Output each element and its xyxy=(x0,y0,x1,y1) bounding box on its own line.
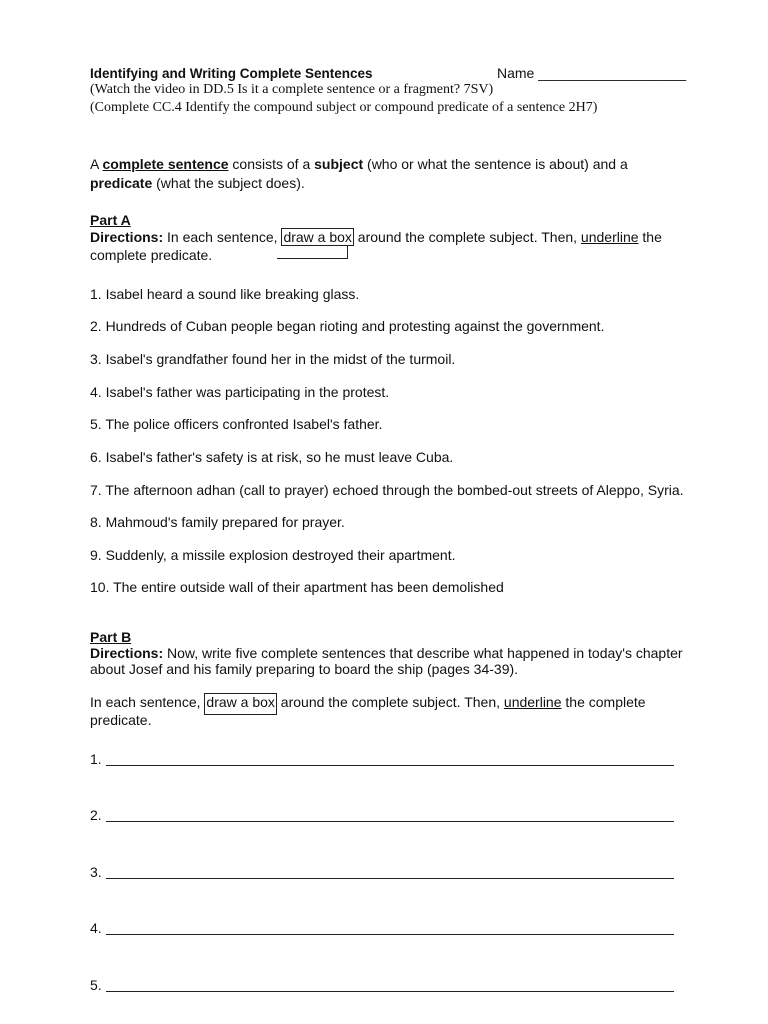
underline-example: underline xyxy=(503,694,562,710)
part-a-sentence: 3. Isabel's grandfather found her in the midst of the turmoil. xyxy=(90,351,456,367)
complete-sentence-term: complete sentence xyxy=(102,156,229,172)
part-a-heading: Part A xyxy=(90,212,131,228)
part-a-sentence: 9. Suddenly, a missile explosion destroyed their apartment. xyxy=(90,547,456,563)
header-note-2: (Complete CC.4 Identify the compound subject or compound predicate of a sentence 2H7) xyxy=(90,100,598,115)
writing-line[interactable]: 2. xyxy=(90,807,680,827)
part-b-instructions-line-1: In each sentence, draw a box around the complete subject. Then, underline the complete xyxy=(90,694,646,710)
underline-example: underline xyxy=(580,229,639,245)
part-a-directions-line-1: Directions: In each sentence, draw a box around the complete subject. Then, underline the xyxy=(90,229,662,245)
part-a-sentence: 7. The afternoon adhan (call to prayer) echoed through the bombed-out streets of Aleppo, Syria. xyxy=(90,482,684,498)
draw-box-example: draw a box xyxy=(204,693,276,715)
writing-line[interactable]: 1. xyxy=(90,751,680,771)
intro-line-1: A complete sentence consists of a subject (who or what the sentence is about) and a xyxy=(90,156,628,172)
part-a-sentence: 1. Isabel heard a sound like breaking glass. xyxy=(90,286,360,302)
part-b-directions-line-2: about Josef and his family preparing to board the ship (pages 34-39). xyxy=(90,661,519,677)
part-b-directions-line-1: Directions: Now, write five complete sentences that describe what happened in today's chapter xyxy=(90,645,683,661)
draw-box-example: draw a box xyxy=(283,229,352,245)
predicate-term: predicate xyxy=(90,175,153,191)
part-a-sentence: 4. Isabel's father was participating in the protest. xyxy=(90,384,390,400)
worksheet-title: Identifying and Writing Complete Sentences xyxy=(90,66,373,81)
part-a-directions-line-2: complete predicate. xyxy=(90,247,213,263)
part-a-sentence: 10. The entire outside wall of their apartment has been demolished xyxy=(90,579,504,595)
part-a-sentence: 6. Isabel's father's safety is at risk, so he must leave Cuba. xyxy=(90,449,454,465)
part-a-sentence: 8. Mahmoud's family prepared for prayer. xyxy=(90,514,345,530)
header-note-1: (Watch the video in DD.5 Is it a complete sentence or a fragment? 7SV) xyxy=(90,82,494,97)
intro-line-2: predicate (what the subject does). xyxy=(90,175,305,191)
writing-line[interactable]: 4. xyxy=(90,920,680,940)
part-b-instructions-line-2: predicate. xyxy=(90,712,152,728)
name-field-label: Name ___________________ xyxy=(497,65,687,81)
part-b-heading: Part B xyxy=(90,629,132,645)
draw-box-outline-tail xyxy=(277,246,348,259)
writing-line[interactable]: 3. xyxy=(90,864,680,884)
part-a-sentence: 2. Hundreds of Cuban people began rioting and protesting against the government. xyxy=(90,318,605,334)
writing-line[interactable]: 5. xyxy=(90,977,680,997)
part-a-sentence: 5. The police officers confronted Isabel's father. xyxy=(90,416,383,432)
subject-term: subject xyxy=(314,156,364,172)
